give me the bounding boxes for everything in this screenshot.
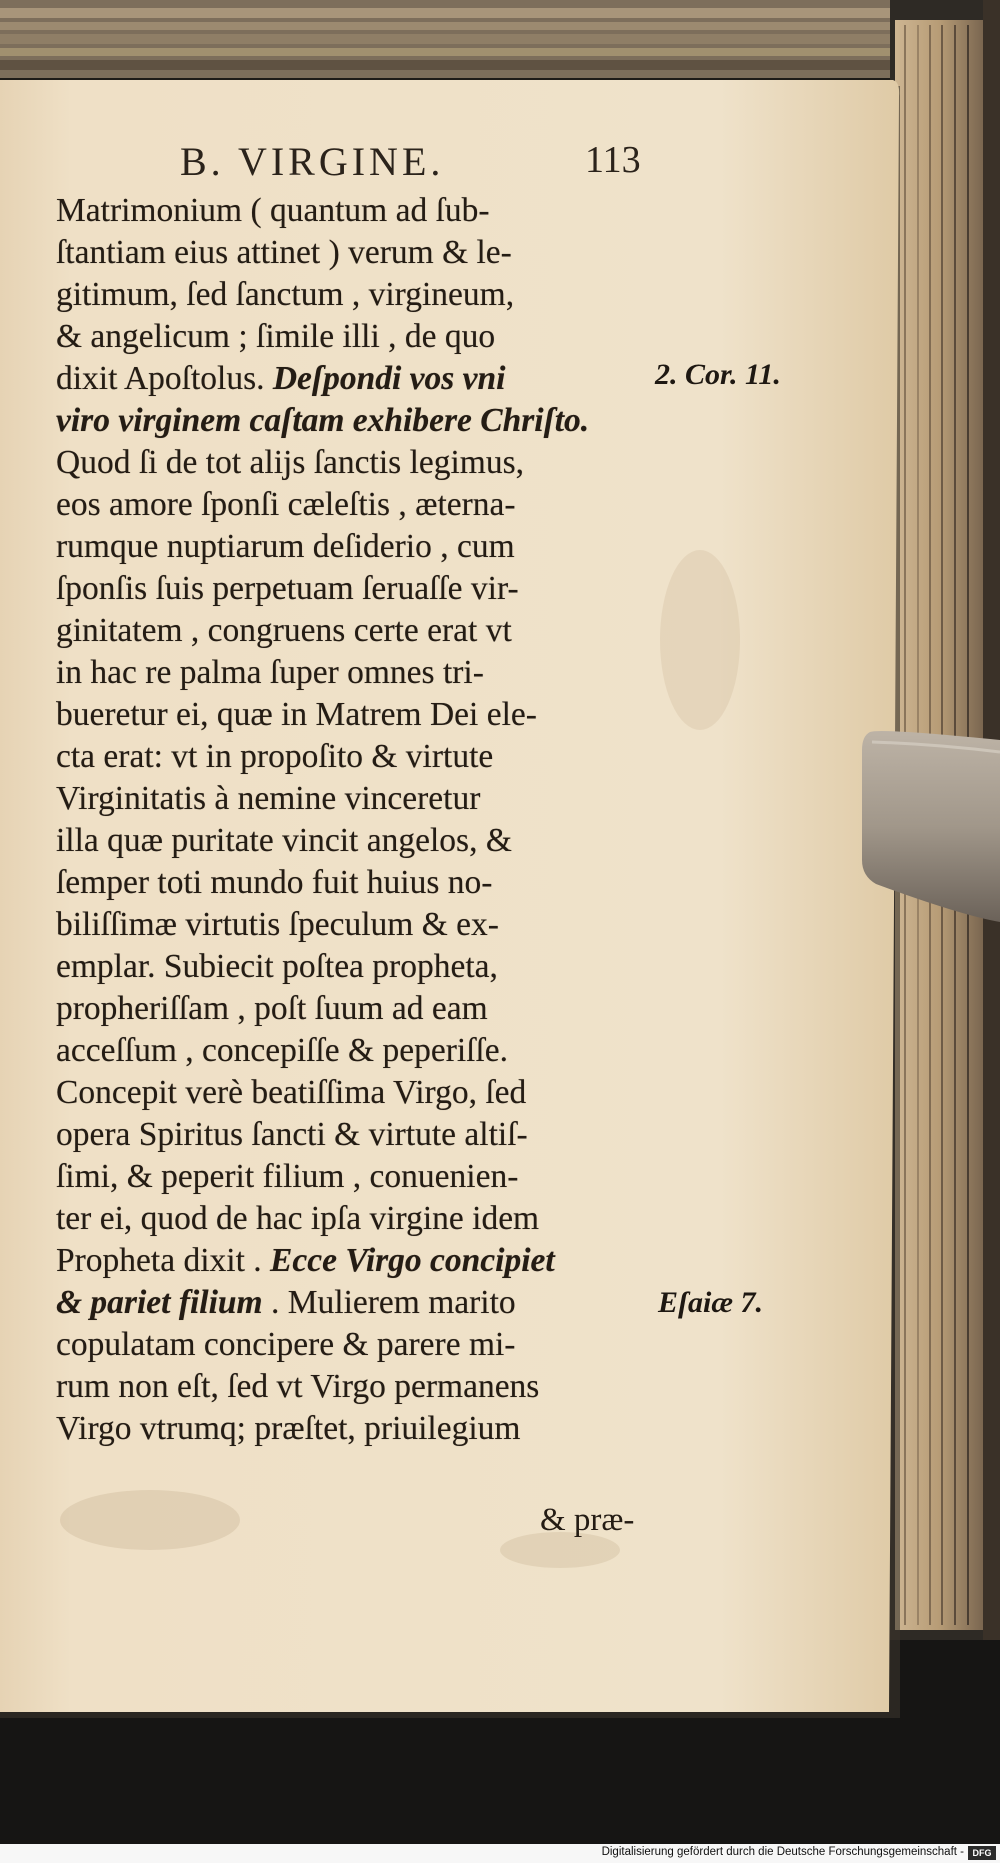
funding-credit: Digitalisierung gefördert durch die Deutsche Forschungsgemeinschaft - (601, 1846, 964, 1858)
text-run: gitimum, ſed ſanctum , virgineum, (56, 276, 515, 313)
text-run: dixit Apoſtolus. (56, 360, 273, 397)
text-line (56, 568, 519, 610)
text-run: propheriſſam , poſt ſuum ad eam (56, 990, 488, 1027)
text-run: Virginitatis à nemine vinceretur (56, 780, 481, 817)
text-line (56, 946, 498, 988)
text-line (56, 1240, 555, 1282)
text-line (56, 1198, 539, 1240)
text-line (56, 694, 537, 736)
text-line (56, 1072, 526, 1114)
text-line (56, 316, 495, 358)
text-line (56, 1408, 520, 1450)
footer-bar (0, 1844, 1000, 1863)
text-line (56, 274, 514, 316)
text-run: Virgo vtrumq; præſtet, priuilegium (56, 1410, 521, 1447)
text-run: Propheta dixit . (56, 1242, 271, 1279)
text-run: Quod ſi de tot alijs ſanctis legimus, (56, 444, 525, 481)
text-run: opera Spiritus ſancti & virtute altiſ- (56, 1116, 528, 1153)
text-line (56, 736, 493, 778)
text-run: biliſſimæ virtutis ſpeculum & ex- (56, 906, 499, 943)
scripture-quote: Deſpondi vos vni (272, 360, 506, 397)
text-run: Matrimonium ( quantum ad ſub- (56, 192, 490, 229)
text-run: . Mulierem marito (262, 1284, 516, 1321)
text-line (56, 1366, 539, 1408)
text-line (56, 1114, 528, 1156)
scripture-quote: viro virginem caſtam exhibere Chriſto. (56, 402, 590, 439)
text-line (56, 862, 492, 904)
text-run: ginitatem , congruens certe erat vt (56, 612, 512, 649)
page-number: 113 (585, 139, 641, 181)
text-line (56, 610, 512, 652)
text-run: eos amore ſponſi cæleſtis , æterna- (56, 486, 516, 523)
text-line (56, 484, 516, 526)
text-line (56, 526, 515, 568)
scripture-quote: Ecce Virgo concipiet (270, 1242, 555, 1279)
text-line (56, 988, 488, 1030)
text-run: rumque nuptiarum deſiderio , cum (56, 528, 515, 565)
margin-note-corinthians: 2. Cor. 11. (655, 358, 781, 391)
margin-note-isaiah: Eſaiæ 7. (658, 1286, 763, 1319)
text-run: ſemper toti mundo fuit huius no- (56, 864, 493, 901)
text-line (56, 1156, 518, 1198)
text-line (56, 1030, 508, 1072)
dfg-logo: DFG (968, 1846, 996, 1860)
text-run: copulatam concipere & parere mi- (56, 1326, 516, 1363)
text-run: in hac re palma ſuper omnes tri- (56, 654, 484, 691)
text-line (56, 190, 490, 232)
text-run: ter ei, quod de hac ipſa virgine idem (56, 1200, 540, 1237)
text-run: rum non eſt, ſed vt Virgo permanens (56, 1368, 540, 1405)
text-run: illa quæ puritate vincit angelos, & (56, 822, 512, 859)
text-line (56, 1282, 516, 1324)
text-run: ſponſis ſuis perpetuam ſeruaſſe vir- (56, 570, 519, 607)
text-run: & angelicum ; ſimile illi , de quo (56, 318, 496, 355)
text-run: emplar. Subiecit poſtea propheta, (56, 948, 498, 985)
text-line (56, 904, 499, 946)
text-run: Concepit verè beatiſſima Virgo, ſed (56, 1074, 527, 1111)
catchword: & præ- (540, 1502, 635, 1538)
text-line (56, 358, 505, 400)
text-run: acceſſum , concepiſſe & peperiſſe. (56, 1032, 509, 1069)
text-run: bueretur ei, quæ in Matrem Dei ele- (56, 696, 537, 733)
text-line (56, 442, 524, 484)
text-line (56, 820, 512, 862)
text-line (56, 232, 512, 274)
text-run: ſimi, & peperit filium , conuenien- (56, 1158, 519, 1195)
text-run: cta erat: vt in propoſito & virtute (56, 738, 494, 775)
text-line (56, 400, 589, 442)
text-line (56, 1324, 515, 1366)
scripture-quote: & pariet filium (56, 1284, 263, 1321)
text-run: ſtantiam eius attinet ) verum & le- (56, 234, 512, 271)
text-line (56, 652, 484, 694)
running-head: B. VIRGINE. (180, 139, 445, 184)
text-line (56, 778, 480, 820)
